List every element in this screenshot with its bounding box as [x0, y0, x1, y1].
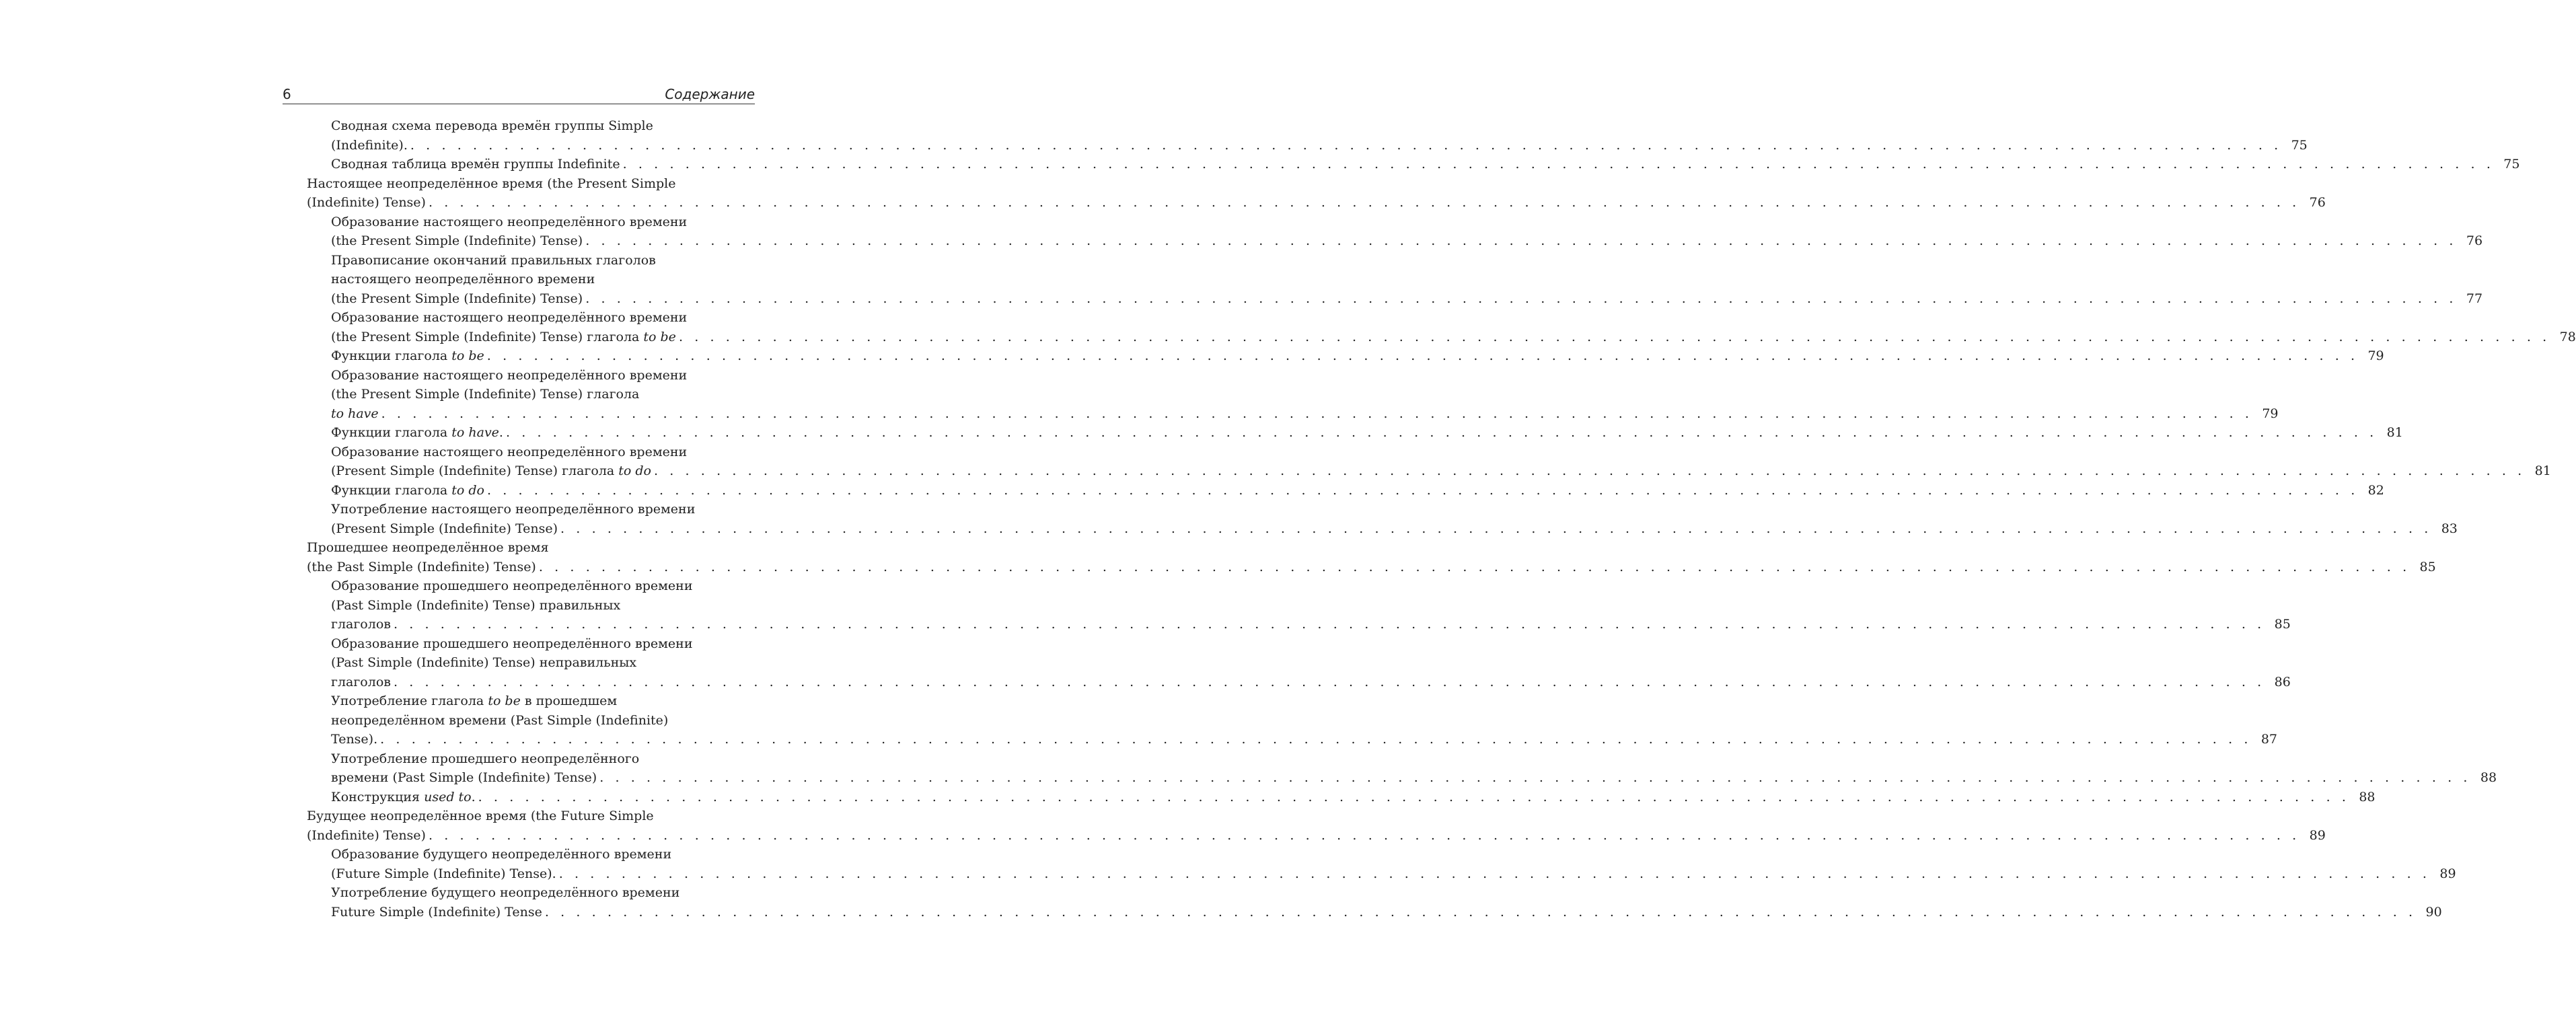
toc-entry [283, 845, 2456, 883]
toc-entry-line: (Past Simple (Indefinite) Tense) неправильных [331, 655, 637, 670]
toc-entry [283, 155, 2520, 174]
toc-entry-final-line: (Present Simple (Indefinite) Tense) . . . . . . . . . . . . . . . . . . . . . . . . . . . . . . . . . . . . . . . . . . . . . . . . . . . . . . . . . . . . . . . . . . . . . . . . . . . . . . . . . . . . . . . . . . . . . . . . . . . . . . . . . . . . . . . . . . . . . . . . 83 [331, 519, 755, 539]
toc-entry-line: Образование настоящего неопределённого времени [331, 310, 688, 325]
toc-entry-final-line: Функции глагола to do . . . . . . . . . . . . . . . . . . . . . . . . . . . . . . . . . . . . . . . . . . . . . . . . . . . . . . . . . . . . . . . . . . . . . . . . . . . . . . . . . . . . . . . . . . . . . . . . . . . . . . . . . . . . . . . . . . . . . . . . 82 [331, 481, 755, 500]
toc-entry-line: Сводная схема перевода времён группы Simple [331, 118, 653, 133]
toc-entry-line: Образование настоящего неопределённого времени [331, 214, 688, 229]
toc-entry-final-line: (Indefinite) Tense) . . . . . . . . . . . . . . . . . . . . . . . . . . . . . . . . . . . . . . . . . . . . . . . . . . . . . . . . . . . . . . . . . . . . . . . . . . . . . . . . . . . . . . . . . . . . . . . . . . . . . . . . . . . . . . . . . . . . . . . . 76 [307, 193, 755, 213]
toc-page-number: 85 [2274, 617, 2291, 632]
toc-entry-final-line: (the Present Simple (Indefinite) Tense) . . . . . . . . . . . . . . . . . . . . . . . . . . . . . . . . . . . . . . . . . . . . . . . . . . . . . . . . . . . . . . . . . . . . . . . . . . . . . . . . . . . . . . . . . . . . . . . . . . . . . . . . . . . . . . . . . . . . . . . . 77 [331, 289, 755, 309]
toc-entry-line: (Past Simple (Indefinite) Tense) правильных [331, 597, 621, 613]
toc-entry [283, 116, 2308, 155]
toc-entry [283, 692, 2277, 749]
toc-entry-line: Правописание окончаний правильных глаголов [331, 252, 656, 268]
toc-entry [283, 807, 2326, 845]
dot-leader: . . . . . . . . . . . . . . . . . . . . . . . . . . . . . . . . . . . . . . . . . . . . . . . . . . . . . . . . . . . . . . . . . . . . . . . . . . . . . . . . . . . . . . . . . . . . . . . . . . . . . . . . . . . . . . . . . . . . . . . . [653, 463, 2526, 478]
toc-page-number: 87 [2260, 732, 2277, 747]
toc-entry [283, 500, 2458, 538]
toc-entry-final-line: Сводная таблица времён группы Indefinite . . . . . . . . . . . . . . . . . . . . . . . . . . . . . . . . . . . . . . . . . . . . . . . . . . . . . . . . . . . . . . . . . . . . . . . . . . . . . . . . . . . . . . . . . . . . . . . . . . . . . . . . . . . . . . . . . . . . . . . . 75 [331, 155, 755, 174]
dot-leader: . . . . . . . . . . . . . . . . . . . . . . . . . . . . . . . . . . . . . . . . . . . . . . . . . . . . . . . . . . . . . . . . . . . . . . . . . . . . . . . . . . . . . . . . . . . . . . . . . . . . . . . . . . . . . . . . . . . . . . . . [558, 866, 2431, 881]
toc-entry-line: Употребление глагола to be в прошедшем [331, 694, 618, 708]
dot-leader: . . . . . . . . . . . . . . . . . . . . . . . . . . . . . . . . . . . . . . . . . . . . . . . . . . . . . . . . . . . . . . . . . . . . . . . . . . . . . . . . . . . . . . . . . . . . . . . . . . . . . . . . . . . . . . . . . . . . . . . . [599, 770, 2472, 785]
toc-page-number: 77 [2466, 291, 2483, 306]
toc-entry-line: Настоящее неопределённое время (the Present Simple [307, 176, 676, 191]
toc-entry-line: Образование прошедшего неопределённого времени [331, 636, 693, 651]
toc-entry [283, 788, 2376, 807]
toc-entry-line: Образование настоящего неопределённого времени [331, 367, 688, 383]
toc-entry-final-line: (Future Simple (Indefinite) Tense). . . . . . . . . . . . . . . . . . . . . . . . . . . . . . . . . . . . . . . . . . . . . . . . . . . . . . . . . . . . . . . . . . . . . . . . . . . . . . . . . . . . . . . . . . . . . . . . . . . . . . . . . . . . . . . . . . . . . . . . . 89 [331, 864, 755, 884]
toc-page-number: 82 [2367, 482, 2384, 498]
toc-entry [283, 174, 2326, 213]
toc-page-number: 81 [2534, 463, 2551, 478]
toc-entry-final-line: Future Simple (Indefinite) Tense . . . . . . . . . . . . . . . . . . . . . . . . . . . . . . . . . . . . . . . . . . . . . . . . . . . . . . . . . . . . . . . . . . . . . . . . . . . . . . . . . . . . . . . . . . . . . . . . . . . . . . . . . . . . . . . . . . . . . . . . 90 [331, 903, 755, 922]
dot-leader: . . . . . . . . . . . . . . . . . . . . . . . . . . . . . . . . . . . . . . . . . . . . . . . . . . . . . . . . . . . . . . . . . . . . . . . . . . . . . . . . . . . . . . . . . . . . . . . . . . . . . . . . . . . . . . . . . . . . . . . . [428, 827, 2300, 843]
toc-page-number: 88 [2480, 770, 2497, 785]
toc-entry-line: Будущее неопределённое время (the Future Simple [307, 809, 654, 823]
toc-page-number: 79 [2367, 348, 2384, 363]
toc-entry-final-line: (the Present Simple (Indefinite) Tense) . . . . . . . . . . . . . . . . . . . . . . . . . . . . . . . . . . . . . . . . . . . . . . . . . . . . . . . . . . . . . . . . . . . . . . . . . . . . . . . . . . . . . . . . . . . . . . . . . . . . . . . . . . . . . . . . . . . . . . . . 76 [331, 231, 755, 251]
book-page [283, 79, 2576, 920]
toc-entry [283, 213, 2483, 251]
dot-leader: . . . . . . . . . . . . . . . . . . . . . . . . . . . . . . . . . . . . . . . . . . . . . . . . . . . . . . . . . . . . . . . . . . . . . . . . . . . . . . . . . . . . . . . . . . . . . . . . . . . . . . . . . . . . . . . . . . . . . . . . [486, 482, 2359, 498]
toc-entry-line: Употребление будущего неопределённого времени [331, 885, 680, 900]
toc-page-number: 86 [2274, 674, 2291, 689]
toc-page-number: 90 [2425, 904, 2442, 920]
toc-entry [283, 443, 2551, 481]
dot-leader: . . . . . . . . . . . . . . . . . . . . . . . . . . . . . . . . . . . . . . . . . . . . . . . . . . . . . . . . . . . . . . . . . . . . . . . . . . . . . . . . . . . . . . . . . . . . . . . . . . . . . . . . . . . . . . . . . . . . . . . . [393, 674, 2265, 689]
dot-leader: . . . . . . . . . . . . . . . . . . . . . . . . . . . . . . . . . . . . . . . . . . . . . . . . . . . . . . . . . . . . . . . . . . . . . . . . . . . . . . . . . . . . . . . . . . . . . . . . . . . . . . . . . . . . . . . . . . . . . . . . [560, 521, 2432, 536]
toc-page-number: 75 [2503, 157, 2520, 172]
toc-page-number: 76 [2466, 233, 2483, 248]
dot-leader: . . . . . . . . . . . . . . . . . . . . . . . . . . . . . . . . . . . . . . . . . . . . . . . . . . . . . . . . . . . . . . . . . . . . . . . . . . . . . . . . . . . . . . . . . . . . . . . . . . . . . . . . . . . . . . . . . . . . . . . . [622, 157, 2495, 172]
toc-entry-final-line: времени (Past Simple (Indefinite) Tense) . . . . . . . . . . . . . . . . . . . . . . . . . . . . . . . . . . . . . . . . . . . . . . . . . . . . . . . . . . . . . . . . . . . . . . . . . . . . . . . . . . . . . . . . . . . . . . . . . . . . . . . . . . . . . . . . . . . . . . . . 88 [331, 768, 755, 788]
toc-entry-final-line: Tense). . . . . . . . . . . . . . . . . . . . . . . . . . . . . . . . . . . . . . . . . . . . . . . . . . . . . . . . . . . . . . . . . . . . . . . . . . . . . . . . . . . . . . . . . . . . . . . . . . . . . . . . . . . . . . . . . . . . . . . . . 87 [331, 730, 755, 749]
dot-leader: . . . . . . . . . . . . . . . . . . . . . . . . . . . . . . . . . . . . . . . . . . . . . . . . . . . . . . . . . . . . . . . . . . . . . . . . . . . . . . . . . . . . . . . . . . . . . . . . . . . . . . . . . . . . . . . . . . . . . . . . [585, 291, 2458, 306]
toc-entry [283, 251, 2483, 309]
toc-entry-line: настоящего неопределённого времени [331, 272, 595, 287]
toc-entry-final-line: (the Present Simple (Indefinite) Tense) глагола to be . . . . . . . . . . . . . . . . . . . . . . . . . . . . . . . . . . . . . . . . . . . . . . . . . . . . . . . . . . . . . . . . . . . . . . . . . . . . . . . . . . . . . . . . . . . . . . . . . . . . . . . . . . . . . . . . . . . . . . . . 78 [331, 328, 755, 347]
dot-leader: . . . . . . . . . . . . . . . . . . . . . . . . . . . . . . . . . . . . . . . . . . . . . . . . . . . . . . . . . . . . . . . . . . . . . . . . . . . . . . . . . . . . . . . . . . . . . . . . . . . . . . . . . . . . . . . . . . . . . . . . [585, 233, 2458, 248]
toc-entry-final-line: Конструкция used to . . . . . . . . . . . . . . . . . . . . . . . . . . . . . . . . . . . . . . . . . . . . . . . . . . . . . . . . . . . . . . . . . . . . . . . . . . . . . . . . . . . . . . . . . . . . . . . . . . . . . . . . . . . . . . . . . . . . . . . . . 88 [331, 788, 755, 807]
toc-page-number: 89 [2309, 827, 2326, 843]
toc-entry [283, 366, 2279, 424]
dot-leader: . . . . . . . . . . . . . . . . . . . . . . . . . . . . . . . . . . . . . . . . . . . . . . . . . . . . . . . . . . . . . . . . . . . . . . . . . . . . . . . . . . . . . . . . . . . . . . . . . . . . . . . . . . . . . . . . . . . . . . . . [486, 348, 2359, 363]
toc-entry [283, 481, 2384, 500]
toc-page-number: 83 [2441, 521, 2458, 536]
toc-entry-line: неопределённом времени (Past Simple (Indefinite) [331, 712, 669, 728]
toc-entry-final-line: to have . . . . . . . . . . . . . . . . . . . . . . . . . . . . . . . . . . . . . . . . . . . . . . . . . . . . . . . . . . . . . . . . . . . . . . . . . . . . . . . . . . . . . . . . . . . . . . . . . . . . . . . . . . . . . . . . . . . . . . . . 79 [331, 404, 755, 424]
toc-entry-final-line: Функции глагола to be . . . . . . . . . . . . . . . . . . . . . . . . . . . . . . . . . . . . . . . . . . . . . . . . . . . . . . . . . . . . . . . . . . . . . . . . . . . . . . . . . . . . . . . . . . . . . . . . . . . . . . . . . . . . . . . . . . . . . . . . 79 [331, 346, 755, 366]
dot-leader: . . . . . . . . . . . . . . . . . . . . . . . . . . . . . . . . . . . . . . . . . . . . . . . . . . . . . . . . . . . . . . . . . . . . . . . . . . . . . . . . . . . . . . . . . . . . . . . . . . . . . . . . . . . . . . . . . . . . . . . . [505, 425, 2378, 440]
dot-leader: . . . . . . . . . . . . . . . . . . . . . . . . . . . . . . . . . . . . . . . . . . . . . . . . . . . . . . . . . . . . . . . . . . . . . . . . . . . . . . . . . . . . . . . . . . . . . . . . . . . . . . . . . . . . . . . . . . . . . . . . [428, 195, 2300, 210]
toc-entry-line: Прошедшее неопределённое время [307, 540, 549, 555]
dot-leader: . . . . . . . . . . . . . . . . . . . . . . . . . . . . . . . . . . . . . . . . . . . . . . . . . . . . . . . . . . . . . . . . . . . . . . . . . . . . . . . . . . . . . . . . . . . . . . . . . . . . . . . . . . . . . . . . . . . . . . . . [544, 904, 2417, 920]
dot-leader: . . . . . . . . . . . . . . . . . . . . . . . . . . . . . . . . . . . . . . . . . . . . . . . . . . . . . . . . . . . . . . . . . . . . . . . . . . . . . . . . . . . . . . . . . . . . . . . . . . . . . . . . . . . . . . . . . . . . . . . . [478, 789, 2350, 805]
toc-page-number: 75 [2291, 137, 2308, 153]
dot-leader: . . . . . . . . . . . . . . . . . . . . . . . . . . . . . . . . . . . . . . . . . . . . . . . . . . . . . . . . . . . . . . . . . . . . . . . . . . . . . . . . . . . . . . . . . . . . . . . . . . . . . . . . . . . . . . . . . . . . . . . . [393, 617, 2265, 632]
toc-page-number: 88 [2359, 789, 2376, 805]
toc-entry [283, 576, 2291, 634]
toc-entry-final-line: Функции глагола to have . . . . . . . . . . . . . . . . . . . . . . . . . . . . . . . . . . . . . . . . . . . . . . . . . . . . . . . . . . . . . . . . . . . . . . . . . . . . . . . . . . . . . . . . . . . . . . . . . . . . . . . . . . . . . . . . . . . . . . . . . 81 [331, 423, 755, 443]
toc-entry [283, 883, 2442, 922]
dot-leader: . . . . . . . . . . . . . . . . . . . . . . . . . . . . . . . . . . . . . . . . . . . . . . . . . . . . . . . . . . . . . . . . . . . . . . . . . . . . . . . . . . . . . . . . . . . . . . . . . . . . . . . . . . . . . . . . . . . . . . . . [678, 329, 2550, 344]
toc-entry-final-line: (Present Simple (Indefinite) Tense) глагола to do . . . . . . . . . . . . . . . . . . . . . . . . . . . . . . . . . . . . . . . . . . . . . . . . . . . . . . . . . . . . . . . . . . . . . . . . . . . . . . . . . . . . . . . . . . . . . . . . . . . . . . . . . . . . . . . . . . . . . . . . 81 [331, 461, 755, 481]
toc-entry-line: Употребление прошедшего неопределённого [331, 751, 640, 766]
dot-leader: . . . . . . . . . . . . . . . . . . . . . . . . . . . . . . . . . . . . . . . . . . . . . . . . . . . . . . . . . . . . . . . . . . . . . . . . . . . . . . . . . . . . . . . . . . . . . . . . . . . . . . . . . . . . . . . . . . . . . . . . [538, 559, 2411, 574]
toc-entry-final-line: (Indefinite) Tense) . . . . . . . . . . . . . . . . . . . . . . . . . . . . . . . . . . . . . . . . . . . . . . . . . . . . . . . . . . . . . . . . . . . . . . . . . . . . . . . . . . . . . . . . . . . . . . . . . . . . . . . . . . . . . . . . . . . . . . . . 89 [307, 826, 755, 846]
toc-entry-line: Образование настоящего неопределённого времени [331, 444, 688, 459]
toc-entry [283, 749, 2497, 788]
table-of-contents [283, 116, 2576, 922]
running-title: Содержание [665, 86, 755, 102]
toc-entry [283, 634, 2291, 692]
toc-entry-line: (the Present Simple (Indefinite) Tense) глагола [331, 387, 640, 402]
toc-entry [283, 308, 2576, 346]
dot-leader: . . . . . . . . . . . . . . . . . . . . . . . . . . . . . . . . . . . . . . . . . . . . . . . . . . . . . . . . . . . . . . . . . . . . . . . . . . . . . . . . . . . . . . . . . . . . . . . . . . . . . . . . . . . . . . . . . . . . . . . . [410, 137, 2282, 153]
toc-entry-final-line: (Indefinite). . . . . . . . . . . . . . . . . . . . . . . . . . . . . . . . . . . . . . . . . . . . . . . . . . . . . . . . . . . . . . . . . . . . . . . . . . . . . . . . . . . . . . . . . . . . . . . . . . . . . . . . . . . . . . . . . . . . . . . . . 75 [331, 136, 755, 155]
toc-entry-final-line: глаголов . . . . . . . . . . . . . . . . . . . . . . . . . . . . . . . . . . . . . . . . . . . . . . . . . . . . . . . . . . . . . . . . . . . . . . . . . . . . . . . . . . . . . . . . . . . . . . . . . . . . . . . . . . . . . . . . . . . . . . . . 85 [331, 615, 755, 634]
running-header [283, 79, 755, 104]
toc-entry [283, 423, 2403, 443]
toc-page-number: 78 [2559, 329, 2576, 344]
toc-page-number: 76 [2309, 195, 2326, 210]
toc-entry-line: Образование будущего неопределённого времени [331, 847, 672, 862]
toc-entry-final-line: глаголов . . . . . . . . . . . . . . . . . . . . . . . . . . . . . . . . . . . . . . . . . . . . . . . . . . . . . . . . . . . . . . . . . . . . . . . . . . . . . . . . . . . . . . . . . . . . . . . . . . . . . . . . . . . . . . . . . . . . . . . . 86 [331, 673, 755, 692]
toc-entry-line: Употребление настоящего неопределённого времени [331, 502, 696, 517]
toc-page-number: 81 [2386, 425, 2403, 440]
toc-page-number: 89 [2439, 866, 2456, 881]
toc-entry [283, 538, 2436, 576]
page-number: 6 [283, 86, 291, 102]
dot-leader: . . . . . . . . . . . . . . . . . . . . . . . . . . . . . . . . . . . . . . . . . . . . . . . . . . . . . . . . . . . . . . . . . . . . . . . . . . . . . . . . . . . . . . . . . . . . . . . . . . . . . . . . . . . . . . . . . . . . . . . . [380, 732, 2252, 747]
toc-page-number: 79 [2262, 406, 2279, 421]
toc-entry-line: Образование прошедшего неопределённого времени [331, 578, 693, 593]
dot-leader: . . . . . . . . . . . . . . . . . . . . . . . . . . . . . . . . . . . . . . . . . . . . . . . . . . . . . . . . . . . . . . . . . . . . . . . . . . . . . . . . . . . . . . . . . . . . . . . . . . . . . . . . . . . . . . . . . . . . . . . . [381, 406, 2253, 421]
toc-entry-final-line: (the Past Simple (Indefinite) Tense) . . . . . . . . . . . . . . . . . . . . . . . . . . . . . . . . . . . . . . . . . . . . . . . . . . . . . . . . . . . . . . . . . . . . . . . . . . . . . . . . . . . . . . . . . . . . . . . . . . . . . . . . . . . . . . . . . . . . . . . . 85 [307, 558, 755, 577]
toc-page-number: 85 [2419, 559, 2436, 574]
toc-entry [283, 346, 2384, 366]
